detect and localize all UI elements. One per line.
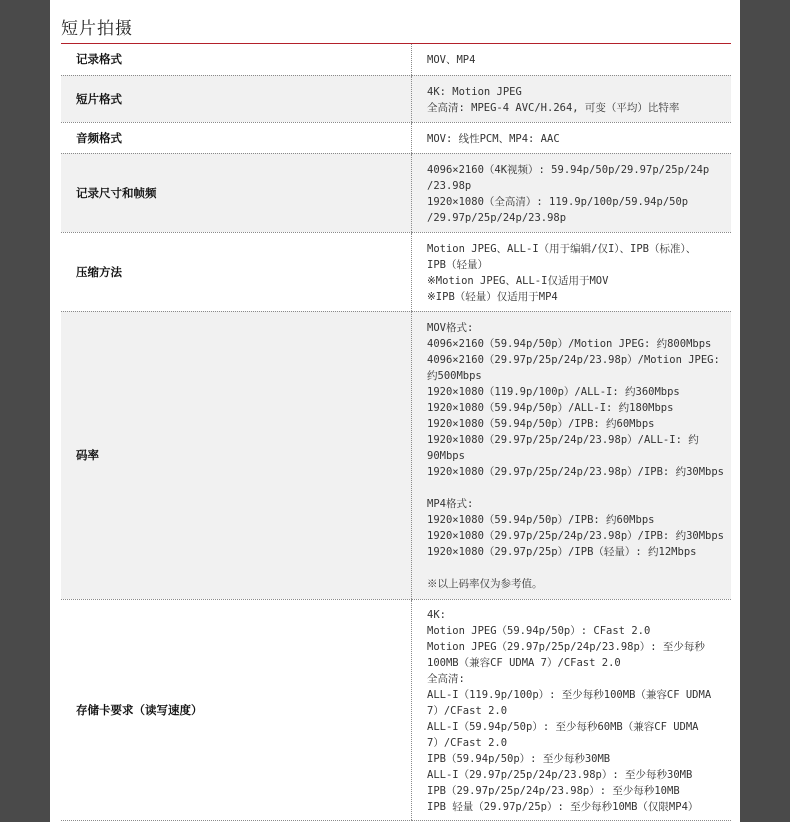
value-line: 90Mbps [427, 450, 465, 462]
value-line [427, 480, 723, 496]
value-line: MOV格式: [427, 322, 474, 334]
value-line: 4096×2160（59.94p/50p）/Motion JPEG: 约800Mbps [427, 338, 712, 350]
value-line: 1920×1080（29.97p/25p/24p/23.98p）/ALL-I: 约 [427, 434, 699, 446]
row-value-size-framerate [412, 153, 732, 232]
table-row [61, 44, 731, 75]
value-line: 1920×1080（59.94p/50p）/ALL-I: 约180Mbps [427, 402, 674, 414]
row-label-size-framerate: 记录尺寸和帧频 [61, 153, 412, 232]
value-line: MOV: 线性PCM、MP4: AAC [427, 132, 560, 145]
table-row [61, 153, 731, 232]
value-line: ※IPB（轻量）仅适用于MP4 [427, 290, 558, 303]
row-value-card-requirement [412, 599, 732, 820]
value-line [427, 560, 723, 576]
row-label-movie-format: 短片格式 [61, 75, 412, 122]
row-value-bitrate [412, 311, 732, 599]
table-row [61, 311, 731, 599]
value-line: IPB 轻量（29.97p/25p）: 至少每秒10MB（仅限MP4） [427, 800, 699, 813]
value-line: 4096×2160（29.97p/25p/24p/23.98p）/Motion JPEG: [427, 354, 720, 366]
value-line: 1920×1080（29.97p/25p）/IPB（轻量）: 约12Mbps [427, 546, 697, 558]
row-value-record-format [412, 44, 732, 75]
value-line: 1920×1080（59.94p/50p）/IPB: 约60Mbps [427, 418, 655, 430]
value-line: IPB（59.94p/50p）: 至少每秒30MB [427, 752, 611, 765]
value-line: ALL-I（59.94p/50p）: 至少每秒60MB（兼容CF UDMA [427, 720, 699, 733]
value-line: 7）/CFast 2.0 [427, 736, 508, 749]
value-line: 约500Mbps [427, 370, 482, 382]
value-line: 1920×1080（59.94p/50p）/IPB: 约60Mbps [427, 514, 655, 526]
value-line: IPB（29.97p/25p/24p/23.98p）: 至少每秒10MB [427, 784, 680, 797]
value-line: 1920×1080（全高清）: 119.9p/100p/59.94p/50p [427, 195, 689, 208]
value-line: Motion JPEG（59.94p/50p）: CFast 2.0 [427, 624, 651, 637]
row-value-compression [412, 232, 732, 311]
row-label-audio-format: 音频格式 [61, 122, 412, 153]
row-value-movie-format [412, 75, 732, 122]
row-label-card-requirement: 存储卡要求（读写速度） [61, 599, 412, 820]
value-line: 4K: Motion JPEG [427, 85, 522, 98]
value-line: ※Motion JPEG、ALL-I仅适用于MOV [427, 274, 609, 287]
value-line: 全高清: [427, 672, 465, 685]
section-title: 短片拍摄 [61, 19, 133, 39]
table-row [61, 75, 731, 122]
document-page [50, 0, 740, 822]
value-line: /23.98p [427, 179, 472, 192]
row-label-record-format: 记录格式 [61, 44, 412, 75]
value-line: MP4格式: [427, 498, 474, 510]
value-line: 7）/CFast 2.0 [427, 704, 508, 717]
value-line: ALL-I（119.9p/100p）: 至少每秒100MB（兼容CF UDMA [427, 688, 712, 701]
table-row [61, 599, 731, 820]
value-line: /29.97p/25p/24p/23.98p [427, 211, 567, 224]
value-line: ※以上码率仅为参考值。 [427, 578, 543, 590]
value-line: MOV、MP4 [427, 54, 476, 67]
value-line: IPB（轻量） [427, 258, 488, 271]
value-line: Motion JPEG（29.97p/25p/24p/23.98p）: 至少每秒 [427, 640, 705, 653]
value-line: 4096×2160（4K视频）: 59.94p/50p/29.97p/25p/24p [427, 163, 710, 176]
value-line: 全高清: MPEG-4 AVC/H.264, 可变（平均）比特率 [427, 101, 680, 114]
value-line: 1920×1080（29.97p/25p/24p/23.98p）/IPB: 约30Mbps [427, 530, 725, 542]
value-line: 1920×1080（119.9p/100p）/ALL-I: 约360Mbps [427, 386, 680, 398]
value-line: 4K: [427, 608, 446, 621]
table-row [61, 232, 731, 311]
table-row [61, 122, 731, 153]
value-line: 100MB（兼容CF UDMA 7）/CFast 2.0 [427, 656, 621, 669]
row-label-compression: 压缩方法 [61, 232, 412, 311]
row-value-audio-format [412, 122, 732, 153]
spec-table [61, 44, 731, 821]
row-label-bitrate: 码率 [61, 311, 412, 599]
value-line: ALL-I（29.97p/25p/24p/23.98p）: 至少每秒30MB [427, 768, 693, 781]
value-line: 1920×1080（29.97p/25p/24p/23.98p）/IPB: 约30Mbps [427, 466, 725, 478]
value-line: Motion JPEG、ALL-I（用于编辑/仅I）、IPB（标准）、 [427, 242, 697, 255]
